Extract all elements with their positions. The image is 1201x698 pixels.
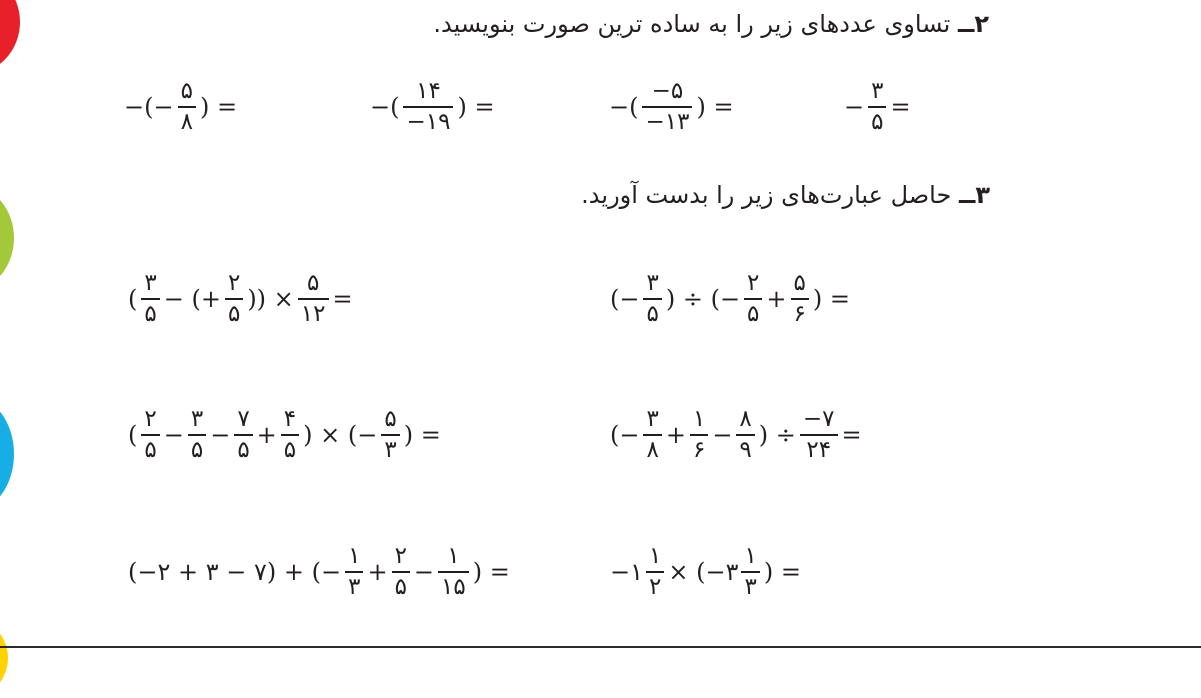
fraction: $\frac{۵}{۳}$ bbox=[381, 408, 399, 462]
q3-expression-3: ( $\frac{۲}{۵}$ − $\frac{۳}{۵}$ − $\frac{۷}{۵}$ + $\frac{۴}{۵}$ ) × (− $\frac{۵}{۳}$ ) = bbox=[128, 406, 441, 463]
yellow-edge-tab bbox=[0, 618, 8, 698]
question-2-text: تساوی عددهای زیر را به ساده ترین صورت بنویسید. bbox=[433, 10, 951, 38]
question-2-number: ۲ــ bbox=[957, 10, 989, 38]
q2-item-1: −(− $\frac{۵}{۸}$ ) = bbox=[124, 78, 238, 135]
fraction: $\frac{۱}{۶}$ bbox=[690, 408, 708, 462]
green-edge-tab bbox=[0, 186, 14, 290]
fraction: $\frac{۳}{۵}$ bbox=[141, 272, 159, 326]
q2-item-2: −( $\frac{۱۴}{-۱۹}$ ) = bbox=[370, 78, 495, 135]
fraction: $\frac{۳}{۸}$ bbox=[643, 408, 661, 462]
fraction: $\frac{-۵}{-۱۳}$ bbox=[642, 80, 692, 134]
blue-edge-tab bbox=[0, 396, 14, 512]
question-3-heading bbox=[581, 181, 990, 209]
q3-expression-1: ( $\frac{۳}{۵}$ − (+ $\frac{۲}{۵}$ )) × $\frac{۵}{۱۲}$ = bbox=[128, 270, 353, 327]
fraction: $\frac{۲}{۵}$ bbox=[392, 545, 410, 599]
fraction: $\frac{۲}{۵}$ bbox=[744, 272, 762, 326]
q3-expression-2: (− $\frac{۳}{۵}$ ) ÷ (− $\frac{۲}{۵}$ + $\frac{۵}{۶}$ ) = bbox=[610, 270, 850, 327]
fraction: $\frac{۵}{۶}$ bbox=[791, 272, 809, 326]
fraction: $\frac{-۷}{۲۴}$ bbox=[800, 408, 838, 462]
fraction: $\frac{۸}{۹}$ bbox=[736, 408, 754, 462]
bottom-divider bbox=[0, 646, 1201, 648]
fraction: $\frac{۳}{۵}$ bbox=[868, 80, 886, 134]
red-edge-tab bbox=[0, 0, 20, 74]
fraction: $\frac{۱۴}{-۱۹}$ bbox=[403, 80, 453, 134]
fraction: $\frac{۱}{۱۵}$ bbox=[438, 545, 469, 599]
q2-item-3: −( $\frac{-۵}{-۱۳}$ ) = bbox=[609, 78, 734, 135]
q3-expression-5: (−۲ + ۳ − ۷) + (− $\frac{۱}{۳}$ + $\frac{۲}{۵}$ − $\frac{۱}{۱۵}$ ) = bbox=[128, 543, 510, 600]
fraction: $\frac{۲}{۵}$ bbox=[141, 408, 159, 462]
question-3-number: ۳ــ bbox=[958, 181, 990, 209]
fraction: $\frac{۴}{۵}$ bbox=[281, 408, 299, 462]
q3-expression-4: (− $\frac{۳}{۸}$ + $\frac{۱}{۶}$ − $\frac{۸}{۹}$ ) ÷ $\frac{-۷}{۲۴}$ = bbox=[610, 406, 862, 463]
fraction: $\frac{۱}{۳}$ bbox=[345, 545, 363, 599]
fraction: $\frac{۳}{۵}$ bbox=[643, 272, 661, 326]
fraction: $\frac{۲}{۵}$ bbox=[225, 272, 243, 326]
fraction: $\frac{۱}{۲}$ bbox=[646, 545, 664, 599]
fraction: $\frac{۵}{۱۲}$ bbox=[298, 272, 329, 326]
q3-expression-6: −۱ $\frac{۱}{۲}$ × (−۳ $\frac{۱}{۳}$ ) = bbox=[610, 543, 801, 600]
question-3-text: حاصل عبارت‌های زیر را بدست آورید. bbox=[581, 181, 952, 209]
fraction: $\frac{۱}{۳}$ bbox=[741, 545, 759, 599]
q2-item-4: − $\frac{۳}{۵}$ = bbox=[844, 78, 911, 135]
fraction: $\frac{۳}{۵}$ bbox=[188, 408, 206, 462]
fraction: $\frac{۵}{۸}$ bbox=[178, 80, 196, 134]
question-2-heading bbox=[433, 10, 989, 38]
fraction: $\frac{۷}{۵}$ bbox=[234, 408, 252, 462]
